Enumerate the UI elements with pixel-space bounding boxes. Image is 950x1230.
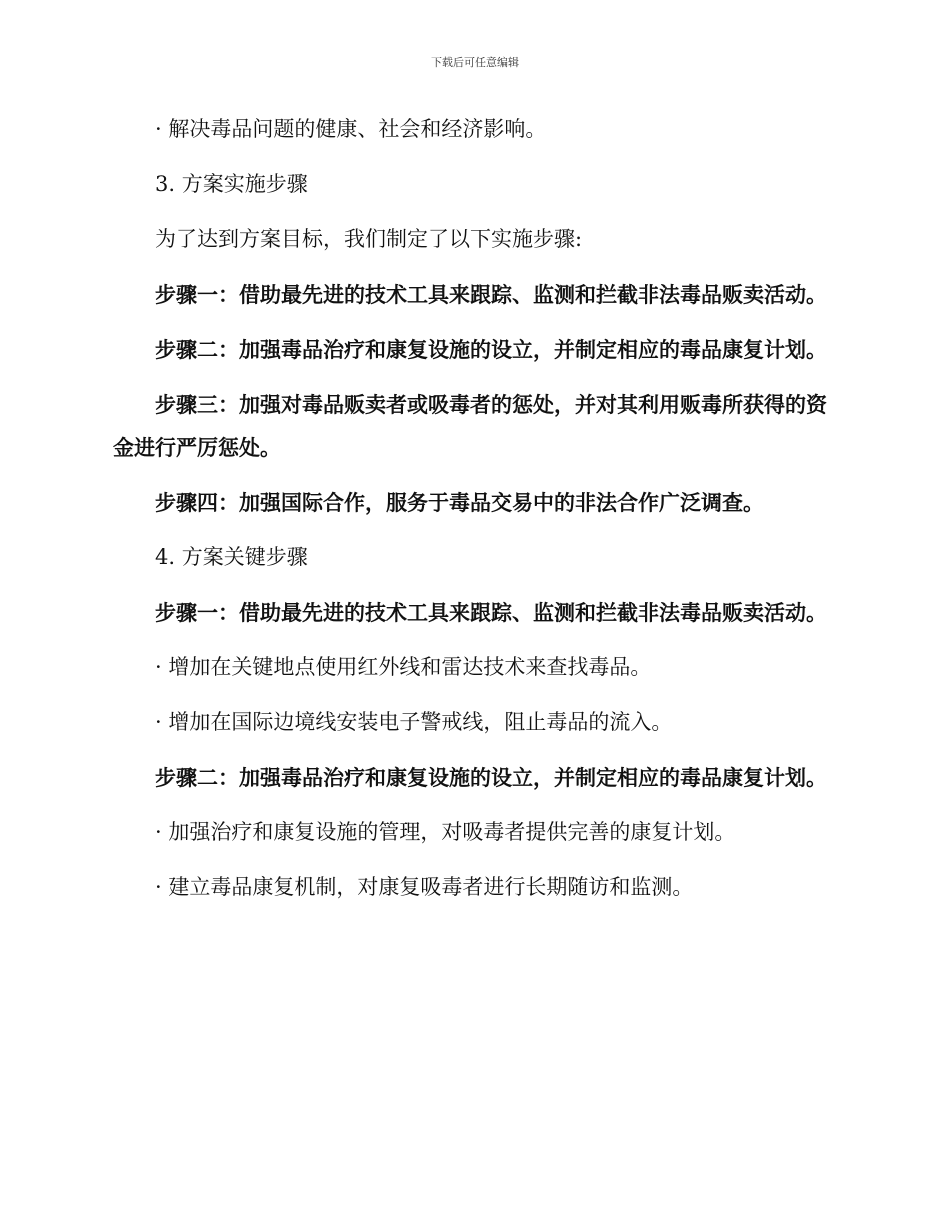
bullet-paragraph: · 解决毒品问题的健康、社会和经济影响。 xyxy=(155,117,547,141)
step-paragraph: 步骤一：借助最先进的技术工具来跟踪、监测和拦截非法毒品贩卖活动。 xyxy=(155,282,827,307)
body-paragraph: 为了达到方案目标，我们制定了以下实施步骤: xyxy=(155,227,583,251)
step-paragraph: 步骤二：加强毒品治疗和康复设施的设立，并制定相应的毒品康复计划。 xyxy=(155,337,827,362)
bullet-paragraph: · 增加在关键地点使用红外线和雷达技术来查找毒品。 xyxy=(155,655,652,679)
bullet-paragraph: · 建立毒品康复机制，对康复吸毒者进行长期随访和监测。 xyxy=(155,875,694,899)
step-paragraph: 步骤二：加强毒品治疗和康复设施的设立，并制定相应的毒品康复计划。 xyxy=(155,765,827,790)
section-heading: 4. 方案关键步骤 xyxy=(155,545,308,569)
bullet-paragraph: · 加强治疗和康复设施的管理，对吸毒者提供完善的康复计划。 xyxy=(155,820,736,844)
document-body xyxy=(113,108,833,909)
page-header: 下载后可任意编辑 xyxy=(431,56,519,69)
section-heading: 3. 方案实施步骤 xyxy=(155,172,308,196)
bullet-paragraph: · 增加在国际边境线安装电子警戒线，阻止毒品的流入。 xyxy=(155,710,673,734)
step-paragraph: 步骤三：加强对毒品贩卖者或吸毒者的惩处，并对其利用贩毒所获得的资金进行严厉惩处。 xyxy=(113,392,827,460)
step-paragraph: 步骤四：加强国际合作，服务于毒品交易中的非法合作广泛调查。 xyxy=(155,490,764,515)
step-paragraph: 步骤一：借助最先进的技术工具来跟踪、监测和拦截非法毒品贩卖活动。 xyxy=(155,600,827,625)
